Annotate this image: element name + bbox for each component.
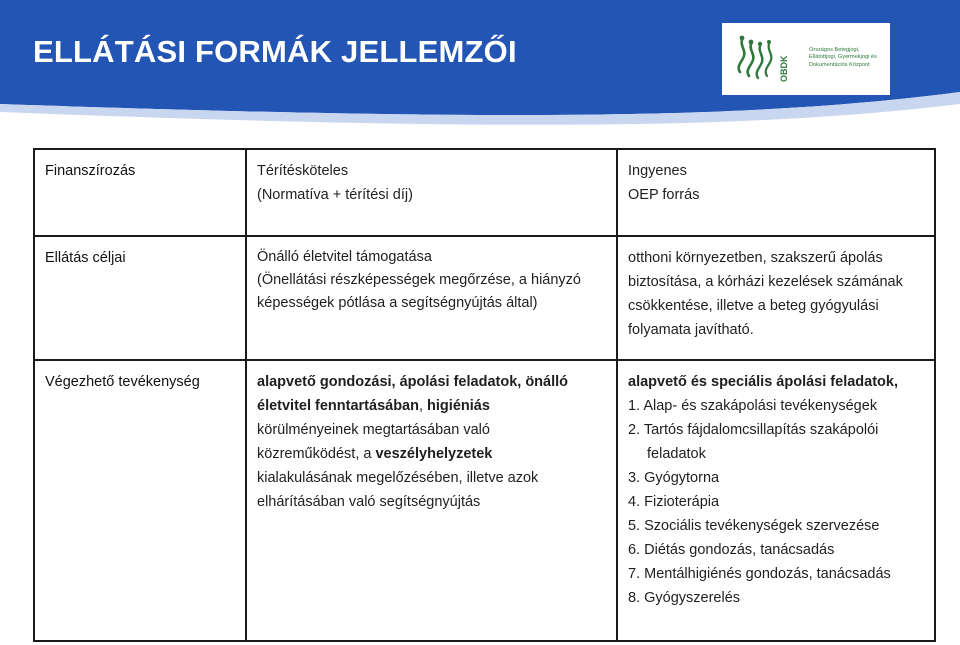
list-item: 6. Diétás gondozás, tanácsadás — [628, 542, 835, 558]
logo-line: Országos Betegjogi, — [809, 47, 860, 53]
cell-line: elhárításában való segítségnyújtás — [257, 494, 481, 510]
cell-line: (Önellátási részképességek megőrzése, a hiányzó — [257, 272, 581, 288]
logo-side-text: OBDK — [779, 55, 789, 82]
list-item: 7. Mentálhigiénés gondozás, tanácsadás — [628, 566, 891, 582]
row-label: Finanszírozás — [34, 149, 246, 236]
row-label: Ellátás céljai — [34, 236, 246, 360]
list-item: feladatok — [647, 446, 706, 462]
cell-line: közreműködést, a veszélyhelyzetek — [257, 446, 493, 462]
cell-line: biztosítása, a kórházi kezelések számának — [628, 274, 903, 290]
home-care-cell — [246, 149, 617, 236]
nursing-care-cell — [617, 149, 935, 236]
cell-line: kialakulásának megelőzésében, illetve azok — [257, 470, 539, 486]
cell-line: Ingyenes — [628, 163, 687, 179]
cell-line: otthoni környezetben, szakszerű ápolás — [628, 250, 883, 266]
cell-heading: alapvető és speciális ápolási feladatok, — [628, 374, 898, 390]
list-item: 1. Alap- és szakápolási tevékenységek — [628, 398, 878, 414]
page-title: ELLÁTÁSI FORMÁK JELLEMZŐI — [33, 34, 517, 69]
table-row-activities — [34, 360, 935, 641]
logo-line: Dokumentációs Központ — [809, 61, 870, 68]
logo-text — [809, 47, 889, 69]
list-item: 4. Fizioterápia — [628, 494, 720, 510]
list-item: 2. Tartós fájdalomcsillapítás szakápolói — [628, 422, 879, 438]
logo — [722, 23, 890, 95]
cell-line: Önálló életvitel támogatása — [257, 249, 432, 265]
home-care-cell — [246, 236, 617, 360]
list-item: 8. Gyógyszerelés — [628, 590, 741, 606]
cell-line: csökkentése, illetve a beteg gyógyulási — [628, 298, 879, 314]
care-forms-table — [33, 148, 936, 642]
nursing-care-cell — [617, 236, 935, 360]
list-item: 5. Szociális tevékenységek szervezése — [628, 518, 880, 534]
cell-line: (Normatíva + térítési díj) — [257, 187, 413, 203]
home-care-cell — [246, 360, 617, 641]
cell-line: körülményeinek megtartásában való — [257, 422, 490, 438]
logo-emblem-icon — [732, 32, 796, 86]
cell-line: életvitel fenntartásában, higiéniás — [257, 398, 490, 414]
cell-line: alapvető gondozási, ápolási feladatok, önálló — [257, 374, 569, 390]
cell-line: képességek pótlása a segítségnyújtás által) — [257, 295, 538, 311]
cell-line: OEP forrás — [628, 187, 700, 203]
cell-line: folyamata javítható. — [628, 322, 754, 338]
table-row-goals — [34, 236, 935, 360]
table-row-financing — [34, 149, 935, 236]
list-item: 3. Gyógytorna — [628, 470, 720, 486]
nursing-care-cell — [617, 360, 935, 641]
logo-line: Ellátottjogi, Gyermekjogi és — [809, 54, 877, 61]
row-label: Végezhető tevékenység — [34, 360, 246, 641]
cell-line: Térítésköteles — [257, 163, 349, 179]
